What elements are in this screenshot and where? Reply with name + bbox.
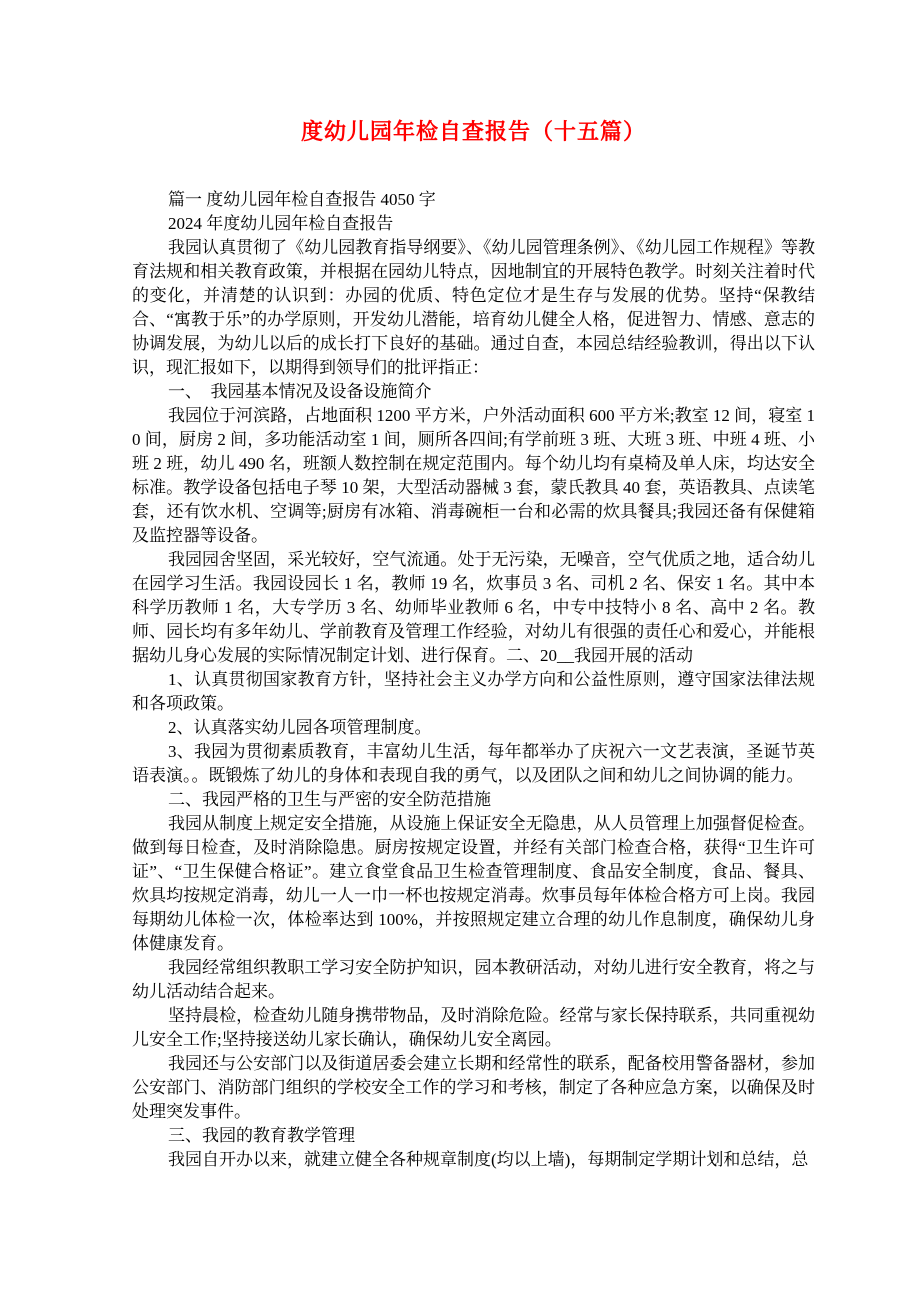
document-paragraph: 我园经常组织教职工学习安全防护知识，园本教研活动，对幼儿进行安全教育，将之与幼儿活动结合起来。 [132, 958, 815, 1001]
document-paragraph: 一、 我园基本情况及设备设施简介 [168, 382, 432, 401]
document-paragraph: 我园园舍坚固，采光较好，空气流通。处于无污染，无噪音，空气优质之地，适合幼儿在园学习生活。我园设园长 1 名，教师 19 名，炊事员 3 名、司机 2 名、保安 1 名。其中本科学历教师 1 名，大专学历 3 名、幼师毕业教师 6 名，中专中技特小 8 名、高中 2 名。教师、园长均有多年幼儿、学前教育及管理工作经验，对幼儿有很强的责任心和爱心，并能根据幼儿身心发展的实际情况制定计划、进行保育。二、20__我园开展的活动 [132, 550, 815, 665]
document-paragraph: 1、认真贯彻国家教育方针，坚持社会主义办学方向和公益性原则，遵守国家法律法规和各项政策。 [132, 670, 815, 713]
document-body [132, 188, 815, 1172]
document-paragraph: 我园还与公安部门以及街道居委会建立长期和经常性的联系，配备校用警备器材，参加公安部门、消防部门组织的学校安全工作的学习和考核，制定了各种应急方案，以确保及时处理突发事件。 [132, 1054, 815, 1121]
document-paragraph: 我园自开办以来，就建立健全各种规章制度(均以上墙)，每期制定学期计划和总结，总 [168, 1150, 809, 1169]
document-paragraph: 2、认真落实幼儿园各项管理制度。 [168, 718, 432, 737]
document-paragraph: 篇一 度幼儿园年检自查报告 4050 字 [168, 190, 436, 209]
document-paragraph: 三、我园的教育教学管理 [168, 1126, 355, 1145]
document-paragraph: 坚持晨检，检查幼儿随身携带物品，及时消除危险。经常与家长保持联系，共同重视幼儿安全工作;坚持接送幼儿家长确认，确保幼儿安全离园。 [132, 1006, 815, 1049]
document-paragraph: 我园认真贯彻了《幼儿园教育指导纲要》、《幼儿园管理条例》、《幼儿园工作规程》等教育法规和相关教育政策，并根据在园幼儿特点，因地制宜的开展特色教学。时刻关注着时代的变化，并清楚的认识到：办园的优质、特色定位才是生存与发展的优势。坚持“保教结合、“寓教于乐”的办学原则，开发幼儿潜能，培育幼儿健全人格，促进智力、情感、意志的协调发展，为幼儿以后的成长打下良好的基础。通过自查，本园总结经验教训，得出以下认识，现汇报如下，以期得到领导们的批评指正： [132, 238, 815, 377]
document-paragraph: 我园位于河滨路，占地面积 1200 平方米，户外活动面积 600 平方米;教室 12 间，寝室 10 间，厨房 2 间，多功能活动室 1 间，厕所各四间;有学前班 3 班、大班 3 班、中班 4 班、小班 2 班，幼儿 490 名，班额人数控制在规定范围内。每个幼儿均有桌椅及单人床，均达安全标准。教学设备包括电子琴 10 架，大型活动器械 3 套，蒙氏教具 40 套，英语教具、点读笔套，还有饮水机、空调等;厨房有冰箱、消毒碗柜一台和必需的炊具餐具;我园还备有保健箱及监控器等设备。 [132, 406, 815, 545]
document-paragraph: 我园从制度上规定安全措施，从设施上保证安全无隐患，从人员管理上加强督促检查。做到每日检查，及时消除隐患。厨房按规定设置，并经有关部门检查合格，获得“卫生许可证”、“卫生保健合格证”。建立食堂食品卫生检查管理制度、食品安全制度，食品、餐具、炊具均按规定消毒，幼儿一人一巾一杯也按规定消毒。炊事员每年体检合格方可上岗。我园每期幼儿体检一次，体检率达到 100%，并按照规定建立合理的幼儿作息制度，确保幼儿身体健康发育。 [132, 814, 815, 953]
document-title: 度幼儿园年检自查报告（十五篇） [300, 120, 646, 145]
document-paragraph: 3、我园为贯彻素质教育，丰富幼儿生活，每年都举办了庆祝六一文艺表演，圣诞节英语表演。。既锻炼了幼儿的身体和表现自我的勇气，以及团队之间和幼儿之间协调的能力。 [132, 742, 815, 785]
document-paragraph: 二、我园严格的卫生与严密的安全防范措施 [168, 790, 491, 809]
document-paragraph: 2024 年度幼儿园年检自查报告 [168, 214, 394, 233]
